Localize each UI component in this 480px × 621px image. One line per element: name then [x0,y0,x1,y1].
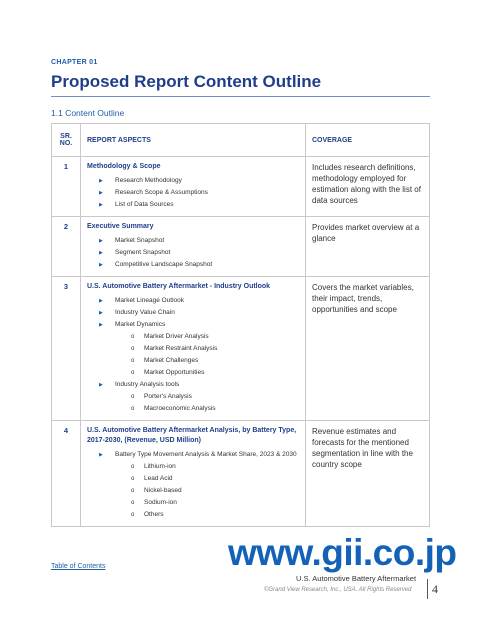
list-item-label: Lead Acid [144,475,173,482]
list-item-label: Market Restraint Analysis [144,345,218,352]
report-aspect-cell [81,157,306,217]
list-item-label: Research Methodology [115,177,182,184]
circle-bullet-icon: o [131,358,135,364]
report-aspect-cell [81,421,306,527]
list-item [87,355,299,367]
coverage-cell: Revenue estimates and forecasts for the mentioned segmentation in line with the country scope [306,421,430,527]
report-aspect-cell [81,217,306,277]
triangle-bullet-icon: ▶ [99,238,103,244]
triangle-bullet-icon: ▶ [99,452,103,458]
footer-copyright: ©Grand View Research, Inc., USA. All Rights Reserved [264,587,412,593]
triangle-bullet-icon: ▶ [99,202,103,208]
aspect-list [87,175,299,211]
list-item [87,473,299,485]
list-item-label: Sodium-ion [144,499,177,506]
list-item-label: Industry Value Chain [115,309,175,316]
header-report-aspects: REPORT ASPECTS [81,124,306,157]
list-item-label: Market Lineage Outlook [115,297,185,304]
list-item [87,247,299,259]
list-item-label: Porter's Analysis [144,393,192,400]
list-item [87,343,299,355]
circle-bullet-icon: o [131,488,135,494]
list-item [87,461,299,473]
aspect-title: U.S. Automotive Battery Aftermarket Analysis, by Battery Type, 2017-2030, (Revenue, USD Million) [87,427,297,444]
list-item-label: Competitive Landscape Snapshot [115,261,213,268]
list-item-label: Macroeconomic Analysis [144,405,216,412]
list-item-label: Battery Type Movement Analysis & Market Share, 2023 & 2030 [115,451,297,458]
list-item [87,259,299,271]
list-item [87,391,299,403]
circle-bullet-icon: o [131,500,135,506]
list-item-label: Industry Analysis tools [115,381,180,388]
aspect-title: U.S. Automotive Battery Aftermarket - Industry Outlook [87,283,271,290]
header-coverage: COVERAGE [306,124,430,157]
title-divider [51,96,430,97]
aspect-title: Methodology & Scope [87,163,161,170]
circle-bullet-icon: o [131,370,135,376]
list-item [87,235,299,247]
header-sr-no: SR. NO. [52,124,81,157]
list-item [87,497,299,509]
footer-divider [427,579,428,599]
table-row [52,217,430,277]
section-heading: 1.1 Content Outline [51,108,125,118]
coverage-cell: Provides market overview at a glance [306,217,430,277]
triangle-bullet-icon: ▶ [99,298,103,304]
list-item-label: Others [144,511,164,518]
list-item [87,199,299,211]
page-number: 4 [432,582,438,596]
list-item [87,485,299,497]
report-aspect-cell [81,277,306,421]
coverage-cell: Covers the market variables, their impact, trends, opportunities and scope [306,277,430,421]
coverage-cell: Includes research definitions, methodology employed for estimation along with the list of data sources [306,157,430,217]
page-title: Proposed Report Content Outline [51,72,322,91]
triangle-bullet-icon: ▶ [99,262,103,268]
list-item [87,331,299,343]
list-item [87,509,299,521]
aspect-title: Executive Summary [87,223,154,230]
circle-bullet-icon: o [131,346,135,352]
circle-bullet-icon: o [131,406,135,412]
row-number: 1 [52,157,81,217]
triangle-bullet-icon: ▶ [99,310,103,316]
list-item-label: Market Dynamics [115,321,166,328]
list-item-label: Market Opportunities [144,369,205,376]
list-item [87,403,299,415]
table-row [52,421,430,527]
list-item [87,175,299,187]
list-item-label: Market Snapshot [115,237,165,244]
list-item [87,379,299,391]
list-item-label: Lithium-ion [144,463,176,470]
list-item [87,449,299,461]
row-number: 2 [52,217,81,277]
circle-bullet-icon: o [131,334,135,340]
list-item [87,319,299,331]
table-row [52,277,430,421]
triangle-bullet-icon: ▶ [99,382,103,388]
table-of-contents-link[interactable]: Table of Contents [51,563,106,570]
list-item [87,187,299,199]
list-item [87,307,299,319]
triangle-bullet-icon: ▶ [99,250,103,256]
list-item-label: Market Driver Analysis [144,333,209,340]
footer-report-name: U.S. Automotive Battery Aftermarket [296,574,417,583]
list-item-label: List of Data Sources [115,201,174,208]
circle-bullet-icon: o [131,464,135,470]
triangle-bullet-icon: ▶ [99,178,103,184]
row-number: 4 [52,421,81,527]
list-item [87,367,299,379]
triangle-bullet-icon: ▶ [99,322,103,328]
list-item [87,295,299,307]
row-number: 3 [52,277,81,421]
table-header-row [52,124,430,157]
list-item-label: Nickel-based [144,487,182,494]
list-item-label: Segment Snapshot [115,249,171,256]
chapter-label: CHAPTER 01 [51,59,98,66]
aspect-list [87,295,299,415]
circle-bullet-icon: o [131,394,135,400]
list-item-label: Market Challenges [144,357,199,364]
content-outline-table [51,123,430,527]
table-row [52,157,430,217]
watermark: www.gii.co.jp [228,532,457,573]
aspect-list [87,235,299,271]
triangle-bullet-icon: ▶ [99,190,103,196]
list-item-label: Research Scope & Assumptions [115,189,208,196]
aspect-list [87,449,299,521]
circle-bullet-icon: o [131,476,135,482]
circle-bullet-icon: o [131,512,135,518]
